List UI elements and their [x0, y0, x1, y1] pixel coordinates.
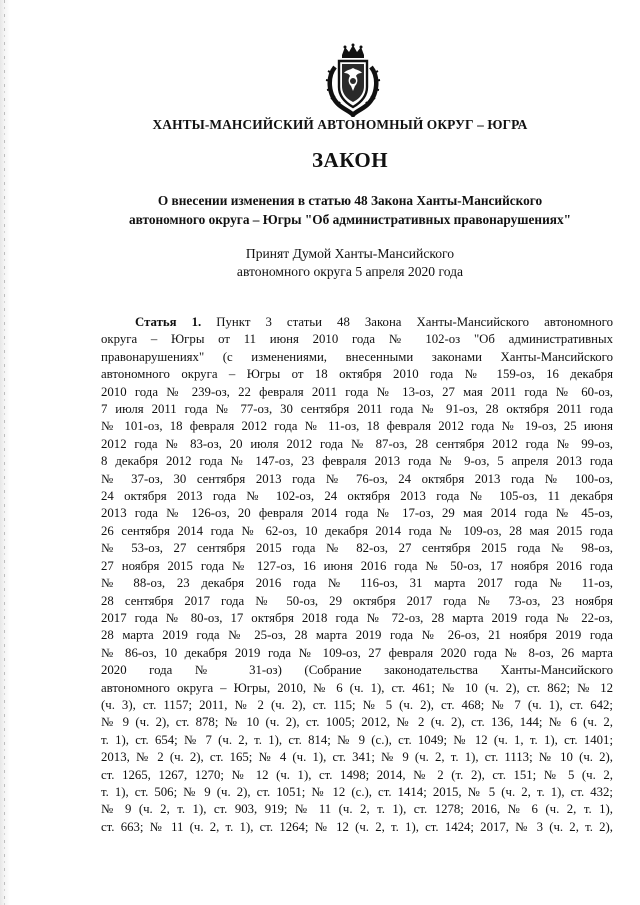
article-text-line: т. 1), ст. 654; № 7 (ч. 2, т. 1), ст. 814; № 9 (с.), ст. 1049; № 12 (ч. 1, т. 1), ст. 1401;	[101, 732, 613, 747]
article-text-line: 2012 года № 83-оз, 20 июля 2012 года № 87-оз, 28 сентября 2012 года № 99-оз,	[101, 436, 613, 451]
article-first-line	[101, 314, 613, 331]
article-text-line: 2013 года № 126-оз, 20 февраля 2014 года № 17-оз, 29 мая 2014 года № 45-оз,	[101, 506, 613, 521]
document-type-title: ЗАКОН	[311, 148, 389, 172]
article-text-line: № 101-оз, 18 февраля 2012 года № 11-оз, 18 февраля 2012 года № 19-оз, 25 июня	[101, 419, 613, 434]
subject-line: О внесении изменения в статью 48 Закона Ханты-Мансийского	[157, 193, 543, 208]
article-text-line: (ч. 3), ст. 1157; 2011, № 2 (ч. 2), ст. 115; № 5 (ч. 2), ст. 468; № 7 (ч. 1), ст. 642;	[101, 697, 613, 712]
article-text-line: № 9 (ч. 2), ст. 878; № 10 (ч. 2), ст. 1005; 2012, № 2 (ч. 2), ст. 136, 144; № 6 (ч. 2,	[101, 715, 613, 730]
article-text-line: № 88-оз, 23 декабря 2016 года № 116-оз, 31 марта 2017 года № 11-оз,	[101, 576, 613, 591]
article-text-line: № 37-оз, 30 сентября 2013 года № 76-оз, 24 октября 2013 года № 100-оз,	[101, 471, 613, 486]
article-text-line: 28 марта 2019 года № 25-оз, 28 марта 2019 года № 26-оз, 21 ноября 2019 года	[101, 628, 613, 643]
article-text-line: 2020 года № 31-оз) (Собрание законодательства Ханты-Мансийского	[101, 663, 613, 678]
article-text-line: 24 октября 2013 года № 102-оз, 24 октября 2013 года № 105-оз, 11 декабря	[101, 489, 613, 504]
article-text-line: № 86-оз, 10 декабря 2019 года № 109-оз, 27 февраля 2020 года № 8-оз, 26 марта	[101, 645, 613, 660]
article-text-line: 26 сентября 2014 года № 62-оз, 10 декабря 2014 года № 109-оз, 28 мая 2015 года	[101, 523, 613, 538]
adoption-line: автономного округа 5 апреля 2020 года	[236, 264, 464, 279]
article-text-line: 2010 года № 239-оз, 22 февраля 2011 года № 13-оз, 27 мая 2011 года № 60-оз,	[101, 384, 613, 399]
article-text-line: № 53-оз, 27 сентября 2015 года № 82-оз, 27 сентября 2015 года № 98-оз,	[101, 541, 613, 556]
article-text-line: округа – Югры от 11 июня 2010 года № 102-оз "Об административных	[101, 332, 613, 347]
article-text-line: 2017 года № 80-оз, 17 октября 2018 года № 72-оз, 28 марта 2019 года № 22-оз,	[101, 610, 613, 625]
article-text-line: автономного округа – Югры от 18 октября 2010 года № 159-оз, 16 декабря	[101, 367, 613, 382]
article-text-line: правонарушениях" (с изменениями, внесенными законами Ханты-Мансийского	[101, 349, 613, 364]
scan-binding-line	[4, 0, 5, 905]
article-body	[101, 314, 613, 836]
article-text-line: 28 сентября 2017 года № 50-оз, 29 октября 2017 года № 73-оз, 23 ноября	[101, 593, 613, 608]
scan-edge	[0, 0, 10, 905]
article-text-line: автономного округа – Югры, 2010, № 6 (ч. 1), ст. 461; № 10 (ч. 2), ст. 862; № 12	[101, 680, 613, 695]
coat-of-arms-icon	[325, 43, 381, 117]
region-heading: ХАНТЫ-МАНСИЙСКИЙ АВТОНОМНЫЙ ОКРУГ – ЮГРА	[152, 117, 528, 132]
law-subject	[0, 191, 640, 229]
subject-line: автономного округа – Югры "Об административных правонарушениях"	[129, 212, 571, 227]
article-text-line: 7 июля 2011 года № 77-оз, 30 сентября 2011 года № 91-оз, 28 октября 2011 года	[101, 402, 613, 417]
adoption-line: Принят Думой Ханты-Мансийского	[245, 246, 455, 261]
article-text-line: т. 1), ст. 506; № 9 (ч. 2), ст. 1051; № 12 (с.), ст. 1414; 2015, № 5 (ч. 2, т. 1), ст. 432;	[101, 784, 613, 799]
article-text-line: 27 ноября 2015 года № 127-оз, 16 июня 2016 года № 50-оз, 17 ноября 2016 года	[101, 558, 613, 573]
article-text-line: 8 декабря 2012 года № 147-оз, 23 февраля 2013 года № 9-оз, 5 апреля 2013 года	[101, 454, 613, 469]
article-text-line: ст. 663; № 11 (ч. 2, т. 1), ст. 1264; № 12 (ч. 2, т. 1), ст. 1424; 2017, № 3 (ч. 2, т. 2),	[101, 819, 613, 834]
adoption-note	[0, 245, 640, 281]
article-text-line: № 9 (ч. 2, т. 1), ст. 903, 919; № 11 (ч. 2, т. 1), ст. 1278; 2016, № 6 (ч. 2, т. 1),	[101, 802, 613, 817]
article-text-line: ст. 1265, 1267, 1270; № 12 (ч. 1), ст. 1498; 2014, № 2 (т. 2), ст. 151; № 5 (ч. 2,	[101, 767, 613, 782]
article-text-line: 2013, № 2 (ч. 2), ст. 165; № 4 (ч. 1), ст. 341; № 9 (ч. 2, т. 1), ст. 1113; № 10 (ч. 2),	[101, 750, 613, 765]
article-first-line-text: Пункт 3 статьи 48 Закона Ханты-Мансийского автономного	[201, 315, 613, 329]
article-label: Статья 1.	[135, 315, 202, 329]
